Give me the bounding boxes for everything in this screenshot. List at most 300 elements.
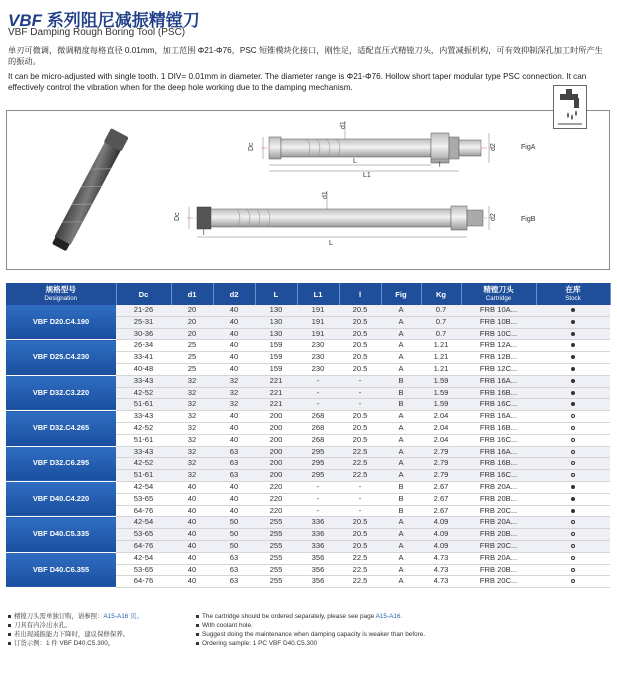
note-en-2: Suggest doing the maintenance when damping capacity is weaker than before.	[196, 630, 606, 639]
cell-kg: 4.09	[421, 540, 461, 552]
notes-en	[196, 612, 606, 648]
cell-kg: 4.73	[421, 576, 461, 588]
cell-kg: 2.67	[421, 505, 461, 517]
cell-l1: -	[297, 481, 339, 493]
table-row	[6, 375, 610, 387]
cell-l: 221	[255, 399, 297, 411]
cell-kg: 0.7	[421, 328, 461, 340]
stock-on-order-icon	[571, 532, 575, 536]
cell-fig: A	[381, 328, 421, 340]
header-d1: d1	[171, 283, 213, 305]
cell-d1: 32	[171, 434, 213, 446]
cell-d1: 20	[171, 328, 213, 340]
cell-d1: 32	[171, 458, 213, 470]
cell-dc: 53-65	[116, 564, 171, 576]
stock-available-icon	[571, 355, 575, 359]
cell-l: 20.5	[339, 434, 381, 446]
cell-fig: B	[381, 493, 421, 505]
cell-l: 255	[255, 517, 297, 529]
cell-fig: A	[381, 552, 421, 564]
cell-fig: A	[381, 576, 421, 588]
cell-d2: 40	[213, 363, 255, 375]
stock-on-order-icon	[571, 450, 575, 454]
drawing-svg	[7, 111, 611, 271]
cell-l1: 295	[297, 446, 339, 458]
stock-on-order-icon	[571, 544, 575, 548]
stock-on-order-icon	[571, 414, 575, 418]
cell-kg: 2.04	[421, 411, 461, 423]
cell-cartridge: FRB 16A...	[461, 375, 536, 387]
stock-on-order-icon	[571, 473, 575, 477]
cell-l: -	[339, 375, 381, 387]
cell-kg: 1.59	[421, 399, 461, 411]
cell-l1: 191	[297, 328, 339, 340]
model-cell: VBF D20.C4.190	[6, 305, 116, 340]
coolant-tap-icon	[553, 85, 587, 129]
cell-kg: 4.09	[421, 529, 461, 541]
cell-l: 159	[255, 340, 297, 352]
cell-cartridge: FRB 10B...	[461, 316, 536, 328]
cell-dc: 53-65	[116, 493, 171, 505]
cell-fig: A	[381, 363, 421, 375]
cell-d1: 40	[171, 552, 213, 564]
cell-dc: 33-43	[116, 375, 171, 387]
cell-l1: -	[297, 493, 339, 505]
cell-kg: 2.04	[421, 422, 461, 434]
stock-available-icon	[571, 391, 575, 395]
cell-cartridge: FRB 10A...	[461, 305, 536, 316]
cell-kg: 2.04	[421, 434, 461, 446]
cell-l: 22.5	[339, 470, 381, 482]
cell-l1: 230	[297, 340, 339, 352]
stock-on-order-icon	[571, 579, 575, 583]
cell-d1: 32	[171, 411, 213, 423]
stock-on-order-icon	[571, 520, 575, 524]
title-prefix: VBF	[8, 11, 42, 30]
cell-l: 20.5	[339, 340, 381, 352]
note-en-3: Ordering sample: 1 PC VBF D40.C5.300	[196, 639, 606, 648]
cell-stock	[536, 446, 610, 458]
cell-kg: 1.21	[421, 363, 461, 375]
fig-b-label: FigB	[521, 216, 536, 223]
cell-l: 20.5	[339, 305, 381, 316]
cell-l1: 268	[297, 411, 339, 423]
cell-l1: 356	[297, 552, 339, 564]
cell-l1: 191	[297, 305, 339, 316]
cell-d2: 40	[213, 481, 255, 493]
cell-fig: A	[381, 340, 421, 352]
cell-cartridge: FRB 20A...	[461, 481, 536, 493]
cell-dc: 26-34	[116, 340, 171, 352]
stock-available-icon	[571, 320, 575, 324]
cell-cartridge: FRB 16C...	[461, 470, 536, 482]
cell-l1: 336	[297, 517, 339, 529]
cell-stock	[536, 422, 610, 434]
cell-l: 200	[255, 446, 297, 458]
cell-d1: 25	[171, 352, 213, 364]
cell-l1: 295	[297, 458, 339, 470]
cell-l: 22.5	[339, 576, 381, 588]
cell-l: 130	[255, 316, 297, 328]
cell-fig: A	[381, 458, 421, 470]
cell-d2: 63	[213, 470, 255, 482]
cell-stock	[536, 552, 610, 564]
cell-l: -	[339, 399, 381, 411]
cell-cartridge: FRB 12A...	[461, 340, 536, 352]
cell-fig: A	[381, 446, 421, 458]
cell-l1: 191	[297, 316, 339, 328]
technical-drawing	[6, 110, 610, 270]
cell-cartridge: FRB 16C...	[461, 399, 536, 411]
cell-l1: 336	[297, 540, 339, 552]
cell-d2: 63	[213, 564, 255, 576]
cell-stock	[536, 505, 610, 517]
cell-d1: 40	[171, 540, 213, 552]
cell-stock	[536, 305, 610, 316]
header-l: l	[339, 283, 381, 305]
fig-b-d2-label: d2	[490, 213, 497, 221]
description-en: It can be micro-adjusted with single tooth. 1 DIV= 0.01mm in diameter. The diameter range is Φ21-Φ76. Hollow short taper modular type PSC connection. It can effectively control the vibration when for the deep hole working due to the damping mechanism.	[8, 72, 587, 92]
cell-l: 200	[255, 470, 297, 482]
cell-stock	[536, 316, 610, 328]
cell-l1: 230	[297, 363, 339, 375]
cell-kg: 2.79	[421, 446, 461, 458]
cell-kg: 1.21	[421, 352, 461, 364]
cell-dc: 42-54	[116, 517, 171, 529]
cell-l1: 336	[297, 529, 339, 541]
cell-l: 159	[255, 352, 297, 364]
cell-kg: 4.73	[421, 552, 461, 564]
cell-fig: A	[381, 564, 421, 576]
cell-stock	[536, 481, 610, 493]
cell-l1: 356	[297, 564, 339, 576]
fig-b-drawing	[187, 191, 489, 237]
cell-kg: 4.73	[421, 564, 461, 576]
fig-b-dc-label: Dc	[174, 212, 181, 221]
cell-kg: 1.59	[421, 375, 461, 387]
cell-stock	[536, 517, 610, 529]
cell-stock	[536, 458, 610, 470]
cell-stock	[536, 375, 610, 387]
cell-kg: 2.79	[421, 458, 461, 470]
cell-dc: 42-52	[116, 458, 171, 470]
note-zh-1: 刀具有内冷出水孔。	[8, 621, 193, 630]
cell-stock	[536, 493, 610, 505]
cell-fig: A	[381, 434, 421, 446]
cell-l1: 295	[297, 470, 339, 482]
cell-fig: B	[381, 481, 421, 493]
fig-a-d1-label: d1	[340, 121, 347, 129]
cell-dc: 42-52	[116, 422, 171, 434]
table-row	[6, 552, 610, 564]
cell-fig: B	[381, 375, 421, 387]
title-zh-text: 系列阻尼减振精镗刀	[46, 11, 200, 30]
cell-d2: 40	[213, 411, 255, 423]
cell-l: -	[339, 481, 381, 493]
cell-d2: 63	[213, 458, 255, 470]
model-cell: VBF D40.C4.220	[6, 481, 116, 516]
cell-l: 221	[255, 375, 297, 387]
note-en-1: With coolant hole.	[196, 621, 606, 630]
fig-b-l-label: l	[203, 230, 205, 237]
cell-cartridge: FRB 16B...	[461, 458, 536, 470]
cell-l: 20.5	[339, 316, 381, 328]
cell-stock	[536, 340, 610, 352]
cell-cartridge: FRB 20C...	[461, 505, 536, 517]
cell-d1: 32	[171, 422, 213, 434]
header-designation: 规格型号 Designation	[6, 283, 116, 305]
fig-a-L-label: L	[353, 158, 357, 165]
cell-stock	[536, 434, 610, 446]
cell-d1: 40	[171, 493, 213, 505]
table-body	[6, 305, 610, 588]
cell-dc: 25-31	[116, 316, 171, 328]
cell-l: 130	[255, 328, 297, 340]
cell-stock	[536, 540, 610, 552]
stock-available-icon	[571, 402, 575, 406]
cell-l: 20.5	[339, 411, 381, 423]
cell-kg: 1.21	[421, 340, 461, 352]
stock-available-icon	[571, 308, 575, 312]
note-en-0: The cartridge should be ordered separately, please see page A15-A16.	[196, 612, 606, 621]
cell-d1: 32	[171, 387, 213, 399]
fig-a-l-label: l	[439, 162, 441, 169]
cell-fig: B	[381, 387, 421, 399]
fig-a-dc-label: Dc	[248, 142, 255, 151]
header-L1: L1	[297, 283, 339, 305]
fig-a-drawing	[261, 121, 489, 171]
stock-available-icon	[571, 332, 575, 336]
cell-cartridge: FRB 20C...	[461, 576, 536, 588]
cell-kg: 1.59	[421, 387, 461, 399]
cell-l: 200	[255, 458, 297, 470]
cell-l: 130	[255, 305, 297, 316]
cell-l: 220	[255, 505, 297, 517]
table-row	[6, 305, 610, 316]
note-zh-3: 订货示例：1 件 VBF D40.C5.300。	[8, 639, 193, 648]
cell-kg: 2.67	[421, 481, 461, 493]
cell-d1: 32	[171, 446, 213, 458]
cell-stock	[536, 411, 610, 423]
cell-d1: 20	[171, 305, 213, 316]
cell-l: 255	[255, 529, 297, 541]
cell-d2: 50	[213, 517, 255, 529]
table-row	[6, 340, 610, 352]
cell-d1: 25	[171, 363, 213, 375]
cell-l: 220	[255, 481, 297, 493]
cell-cartridge: FRB 16B...	[461, 422, 536, 434]
cell-kg: 2.67	[421, 493, 461, 505]
cell-dc: 51-61	[116, 399, 171, 411]
cell-dc: 64-76	[116, 576, 171, 588]
cell-stock	[536, 576, 610, 588]
cell-dc: 64-76	[116, 505, 171, 517]
cell-l: -	[339, 387, 381, 399]
cell-fig: A	[381, 352, 421, 364]
cell-cartridge: FRB 20C...	[461, 540, 536, 552]
cell-stock	[536, 328, 610, 340]
cell-l: 20.5	[339, 529, 381, 541]
model-cell: VBF D40.C5.335	[6, 517, 116, 552]
cell-d2: 63	[213, 552, 255, 564]
cell-cartridge: FRB 12C...	[461, 363, 536, 375]
cell-l1: 230	[297, 352, 339, 364]
table-row	[6, 411, 610, 423]
cell-l: 255	[255, 540, 297, 552]
cell-l1: -	[297, 399, 339, 411]
description-zh: 单刃可微调，微调精度每格直径 0.01mm，加工范围 Φ21-Φ76，PSC 短锥模块化接口，刚性足，适配直压式精镗刀头，内置减振机构，可有效抑制深孔加工时所产生的振动。	[8, 46, 603, 66]
stock-on-order-icon	[571, 568, 575, 572]
cell-dc: 33-41	[116, 352, 171, 364]
header-L: L	[255, 283, 297, 305]
cell-fig: A	[381, 517, 421, 529]
cell-dc: 30-36	[116, 328, 171, 340]
cell-cartridge: FRB 16A...	[461, 446, 536, 458]
stock-on-order-icon	[571, 426, 575, 430]
model-cell: VBF D25.C4.230	[6, 340, 116, 375]
stock-available-icon	[571, 367, 575, 371]
note-zh-2: 若出现减振能力下降时，建议保修保养。	[8, 630, 193, 639]
cell-l: 22.5	[339, 458, 381, 470]
stock-available-icon	[571, 379, 575, 383]
cell-l: 22.5	[339, 564, 381, 576]
stock-on-order-icon	[571, 461, 575, 465]
cell-d1: 40	[171, 529, 213, 541]
cell-cartridge: FRB 20B...	[461, 564, 536, 576]
cell-cartridge: FRB 20B...	[461, 529, 536, 541]
cell-dc: 42-54	[116, 552, 171, 564]
model-cell: VBF D32.C4.265	[6, 411, 116, 446]
stock-available-icon	[571, 485, 575, 489]
header-stock: 在库 Stock	[536, 283, 610, 305]
cell-d2: 63	[213, 446, 255, 458]
cell-d2: 32	[213, 387, 255, 399]
cell-fig: A	[381, 411, 421, 423]
cell-stock	[536, 470, 610, 482]
cell-d1: 20	[171, 316, 213, 328]
cell-l: 220	[255, 493, 297, 505]
cell-fig: A	[381, 305, 421, 316]
cell-stock	[536, 387, 610, 399]
tool-photo	[50, 128, 129, 252]
cell-stock	[536, 529, 610, 541]
stock-available-icon	[571, 343, 575, 347]
cell-l: 22.5	[339, 446, 381, 458]
cell-kg: 0.7	[421, 316, 461, 328]
cell-fig: A	[381, 540, 421, 552]
cell-d1: 25	[171, 340, 213, 352]
notes-zh	[8, 612, 193, 648]
cell-cartridge: FRB 20A...	[461, 517, 536, 529]
cell-stock	[536, 564, 610, 576]
cell-l: -	[339, 505, 381, 517]
cell-dc: 42-52	[116, 387, 171, 399]
page-subtitle: VBF Damping Rough Boring Tool (PSC)	[8, 27, 186, 38]
cell-cartridge: FRB 16B...	[461, 387, 536, 399]
cell-kg: 2.79	[421, 470, 461, 482]
cell-l: 200	[255, 422, 297, 434]
cell-l: -	[339, 493, 381, 505]
cell-l: 20.5	[339, 328, 381, 340]
cell-d2: 40	[213, 316, 255, 328]
cell-d2: 40	[213, 434, 255, 446]
cell-l1: 356	[297, 576, 339, 588]
cell-d2: 40	[213, 505, 255, 517]
cell-l: 20.5	[339, 517, 381, 529]
cell-cartridge: FRB 20B...	[461, 493, 536, 505]
cell-fig: A	[381, 470, 421, 482]
cell-kg: 4.09	[421, 517, 461, 529]
cell-l1: 268	[297, 422, 339, 434]
cell-cartridge: FRB 16C...	[461, 434, 536, 446]
fig-b-L-label: L	[329, 240, 333, 247]
cell-d2: 40	[213, 305, 255, 316]
cell-l: 20.5	[339, 540, 381, 552]
cell-dc: 51-61	[116, 434, 171, 446]
cell-dc: 42-54	[116, 481, 171, 493]
header-fig: Fig	[381, 283, 421, 305]
model-cell: VBF D32.C6.295	[6, 446, 116, 481]
cell-dc: 33-43	[116, 411, 171, 423]
cell-d1: 40	[171, 564, 213, 576]
cell-dc: 51-61	[116, 470, 171, 482]
cell-d1: 32	[171, 399, 213, 411]
spec-table	[6, 283, 611, 588]
cell-dc: 40-48	[116, 363, 171, 375]
fig-a-L1-label: L1	[363, 172, 371, 179]
cell-l: 159	[255, 363, 297, 375]
cell-fig: A	[381, 316, 421, 328]
cell-d1: 40	[171, 481, 213, 493]
cell-d1: 40	[171, 505, 213, 517]
cell-d2: 63	[213, 576, 255, 588]
cell-kg: 0.7	[421, 305, 461, 316]
cell-cartridge: FRB 20A...	[461, 552, 536, 564]
header-d2: d2	[213, 283, 255, 305]
cell-l: 255	[255, 576, 297, 588]
cell-stock	[536, 399, 610, 411]
cell-cartridge: FRB 16A...	[461, 411, 536, 423]
cell-d2: 32	[213, 375, 255, 387]
cell-d2: 50	[213, 529, 255, 541]
stock-on-order-icon	[571, 438, 575, 442]
cell-fig: A	[381, 529, 421, 541]
cell-d2: 40	[213, 422, 255, 434]
cell-l: 255	[255, 564, 297, 576]
table-row	[6, 517, 610, 529]
cell-d2: 40	[213, 493, 255, 505]
cell-d2: 32	[213, 399, 255, 411]
cell-d1: 40	[171, 517, 213, 529]
header-kg: Kg	[421, 283, 461, 305]
cell-fig: B	[381, 399, 421, 411]
cell-dc: 21-26	[116, 305, 171, 316]
fig-a-label: FigA	[521, 144, 536, 151]
cell-l1: -	[297, 387, 339, 399]
cell-dc: 33-43	[116, 446, 171, 458]
cell-cartridge: FRB 10C...	[461, 328, 536, 340]
cell-l1: -	[297, 375, 339, 387]
note-zh-0: 精镗刀头需单独订购，请参照：A15-A16 页。	[8, 612, 193, 621]
cell-dc: 64-76	[116, 540, 171, 552]
cell-l: 20.5	[339, 363, 381, 375]
cell-cartridge: FRB 12B...	[461, 352, 536, 364]
cell-l: 221	[255, 387, 297, 399]
cell-fig: B	[381, 505, 421, 517]
stock-available-icon	[571, 497, 575, 501]
cell-d1: 32	[171, 375, 213, 387]
cell-l1: -	[297, 505, 339, 517]
